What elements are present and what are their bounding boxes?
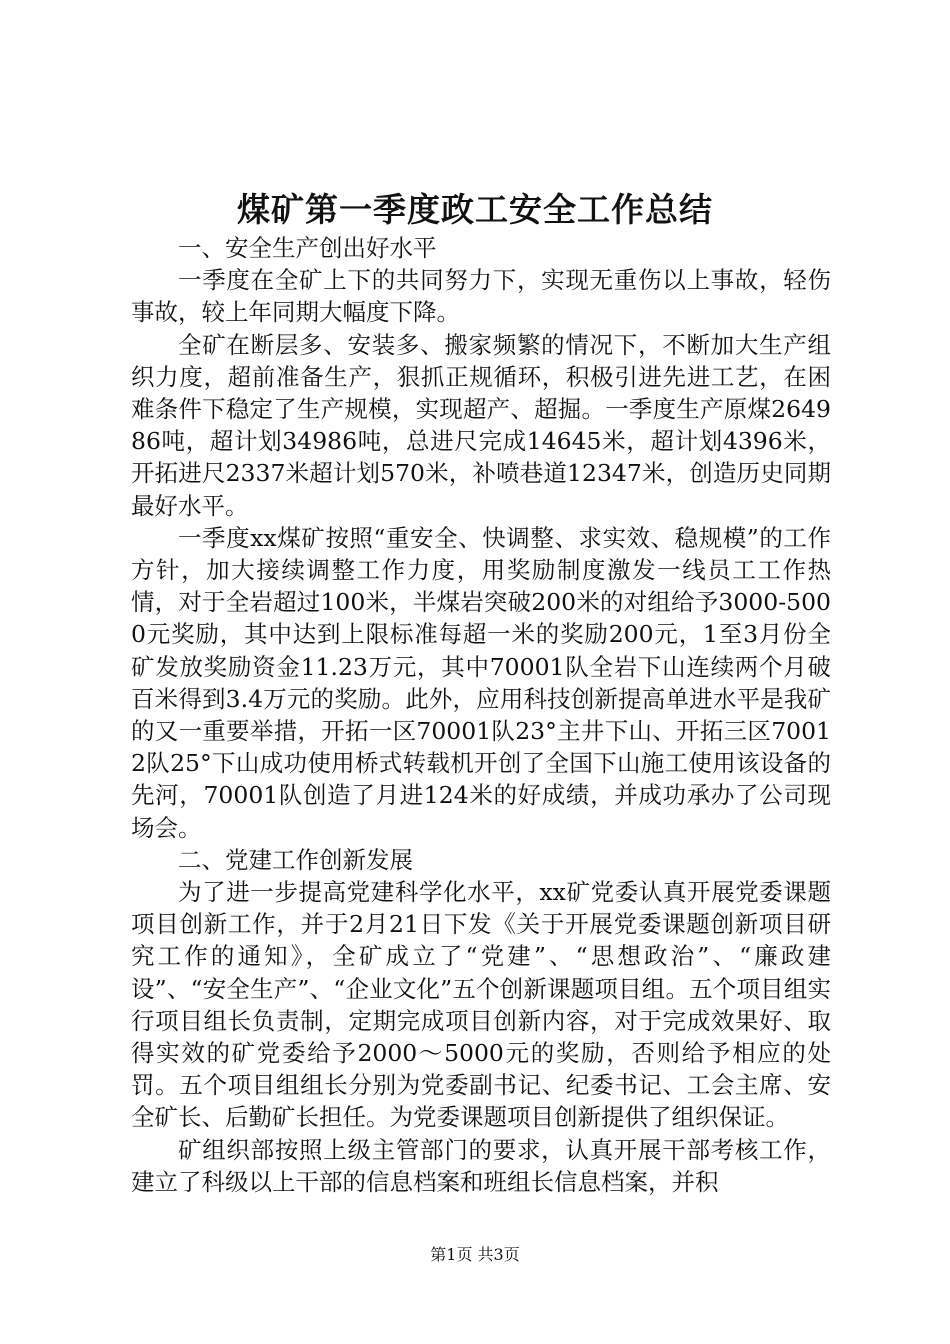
paragraph: 为了进一步提高党建科学化水平，xx矿党委认真开展党委课题项目创新工作，并于2月21日下发《关于开展党委课题创新项目研究工作的通知》，全矿成立了“党建”、“思想政治”、“廉政建设”、“安全生产”、“企业文化”五个创新课题项目组。五个项目组实行项目组长负责制，定期完成项目创新内容，对于完成效果好、取得实效的矿党委给予2000～5000元的奖励，否则给予相应的处罚。五个项目组组长分别为党委副书记、纪委书记、工会主席、安全矿长、后勤矿长担任。为党委课题项目创新提供了组织保证。 [131, 878, 831, 1132]
section-heading-party-building: 二、党建工作创新发展 [178, 845, 413, 874]
section-heading-safety: 一、安全生产创出好水平 [178, 234, 437, 262]
paragraph: 矿组织部按照上级主管部门的要求，认真开展干部考核工作，建立了科级以上干部的信息档案和班组长信息档案，并积 [131, 1135, 831, 1196]
paragraph: 一季度在全矿上下的共同努力下，实现无重伤以上事故，轻伤事故，较上年同期大幅度下降。 [131, 266, 831, 327]
paragraph: 一季度xx煤矿按照“重安全、快调整、求实效、稳规模”的工作方针，加大接续调整工作力度，用奖励制度激发一线员工工作热情，对于全岩超过100米，半煤岩突破200米的对组给予3000-5000元奖励，其中达到上限标准每超一米的奖励200元，1至3月份全矿发放奖励资金11.23万元，其中70001队全岩下山连续两个月破百米得到3.4万元的奖励。此外，应用科技创新提高单进水平是我矿的又一重要举措，开拓一区70001队23°主井下山、开拓三区70012队25°下山成功使用桥式转载机开创了全国下山施工使用该设备的先河，70001队创造了月进124米的好成绩，并成功承办了公司现场会。 [131, 523, 831, 842]
page-number-footer: 第1页 共3页 [430, 1245, 520, 1264]
paragraph: 全矿在断层多、安装多、搬家频繁的情况下，不断加大生产组织力度，超前准备生产，狠抓正规循环，积极引进先进工艺，在困难条件下稳定了生产规模，实现超产、超掘。一季度生产原煤264986吨，超计划34986吨，总进尺完成14645米，超计划4396米，开拓进尺2337米超计划570米，补喷巷道12347米，创造历史同期最好水平。 [131, 330, 831, 520]
document-title: 煤矿第一季度政工安全工作总结 [237, 190, 713, 229]
document-body [131, 232, 831, 1198]
